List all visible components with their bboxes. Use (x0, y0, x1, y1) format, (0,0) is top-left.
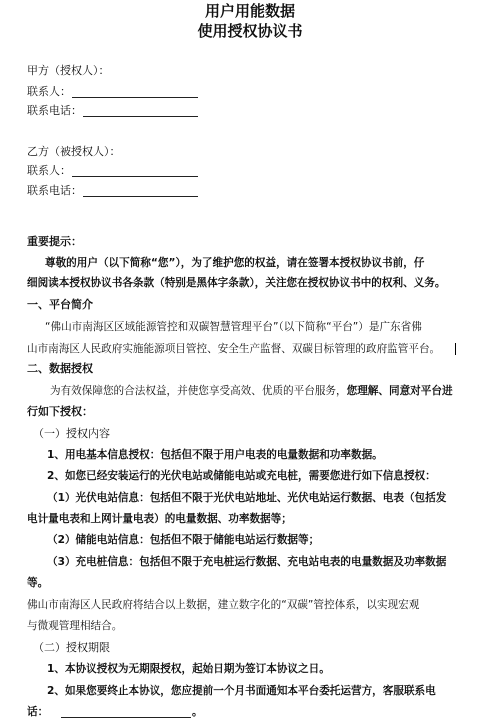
subsection-1-heading: （一）授权内容 (33, 427, 110, 440)
section-1-line-1: “佛山市南海区区域能源管控和双碳智慧管理平台”（以下简称“平台”）是广东省佛 (45, 321, 422, 333)
document-title-line1: 用户用能数据 (204, 2, 295, 20)
party-b-phone-blank (83, 196, 198, 197)
section-2-intro-normal: 为有效保障您的合法权益，并使您享受高效、优质的平台服务， (50, 385, 347, 397)
customer-service-phone-blank (61, 717, 191, 718)
section-1-line-2: 山市南海区人民政府实施能源项目管控、安全生产监督、双碳目标管理的政府监管平台。 (27, 343, 441, 355)
party-a-phone-blank (83, 116, 198, 117)
section-1-heading: 一、平台简介 (27, 298, 93, 311)
section-2-intro-bold: 您理解、同意对平台进 (346, 385, 453, 397)
party-b-phone-label: 联系电话： (27, 184, 82, 197)
section-2-intro-line-1 (50, 384, 453, 398)
notice-heading: 重要提示： (27, 235, 82, 248)
term-item-1: 1、本协议授权为无期限授权，起始日期为签订本协议之日。 (47, 663, 330, 675)
party-a-heading: 甲方（授权人）： (27, 64, 110, 77)
party-b-contact-label: 联系人： (27, 164, 71, 177)
government-line-1: 佛山市南海区人民政府将结合以上数据，建立数字化的“双碳”管控体系，以实现宏观 (27, 599, 420, 611)
charger-info-line-2: 等。 (27, 577, 49, 589)
section-2-intro-line-2: 行如下授权： (27, 405, 93, 418)
term-item-2-line-2-label: 话： (27, 706, 49, 718)
term-item-2-line-1: 2、如果您要终止本协议，您应提前一个月书面通知本平台委托运营方，客服联系电 (47, 685, 436, 697)
subsection-2-heading: （二）授权期限 (33, 641, 110, 654)
government-line-2: 与微观管理相结合。 (27, 620, 123, 632)
content-item-1: 1、用电基本信息授权：包括但不限于用户电表的电量数据和功率数据。 (47, 449, 383, 461)
term-item-2-line-2-end: 。 (192, 706, 203, 718)
text-cursor (455, 343, 456, 355)
party-b-contact-blank (72, 176, 198, 177)
storage-info: （2）储能电站信息：包括但不限于储能电站运行数据等； (47, 534, 320, 546)
party-a-contact-label: 联系人： (27, 85, 71, 98)
pv-info-line-2: 电计量电表和上网计量电表）的电量数据、功率数据等； (27, 513, 292, 525)
pv-info-line-1: （1）光伏电站信息：包括但不限于光伏电站地址、光伏电站运行数据、电表（包括发 (47, 492, 447, 504)
document-title-line2: 使用授权协议书 (197, 22, 303, 40)
content-item-2: 2、如您已经安装运行的光伏电站或储能电站或充电桩，需要您进行如下信息授权： (47, 470, 436, 482)
notice-line-1: 尊敬的用户（以下简称“您”），为了维护您的权益，请在签署本授权协议书前，仔 (45, 257, 425, 269)
party-a-phone-label: 联系电话： (27, 104, 82, 117)
charger-info-line-1: （3）充电桩信息：包括但不限于充电桩运行数据、充电站电表的电量数据及功率数据 (47, 556, 447, 568)
notice-line-2: 细阅读本授权协议书各条款（特别是黑体字条款），关注您在授权协议书中的权利、义务。 (27, 277, 446, 289)
party-a-contact-blank (72, 97, 198, 98)
section-2-heading: 二、数据授权 (27, 362, 93, 375)
party-b-heading: 乙方（被授权人）： (27, 145, 121, 158)
